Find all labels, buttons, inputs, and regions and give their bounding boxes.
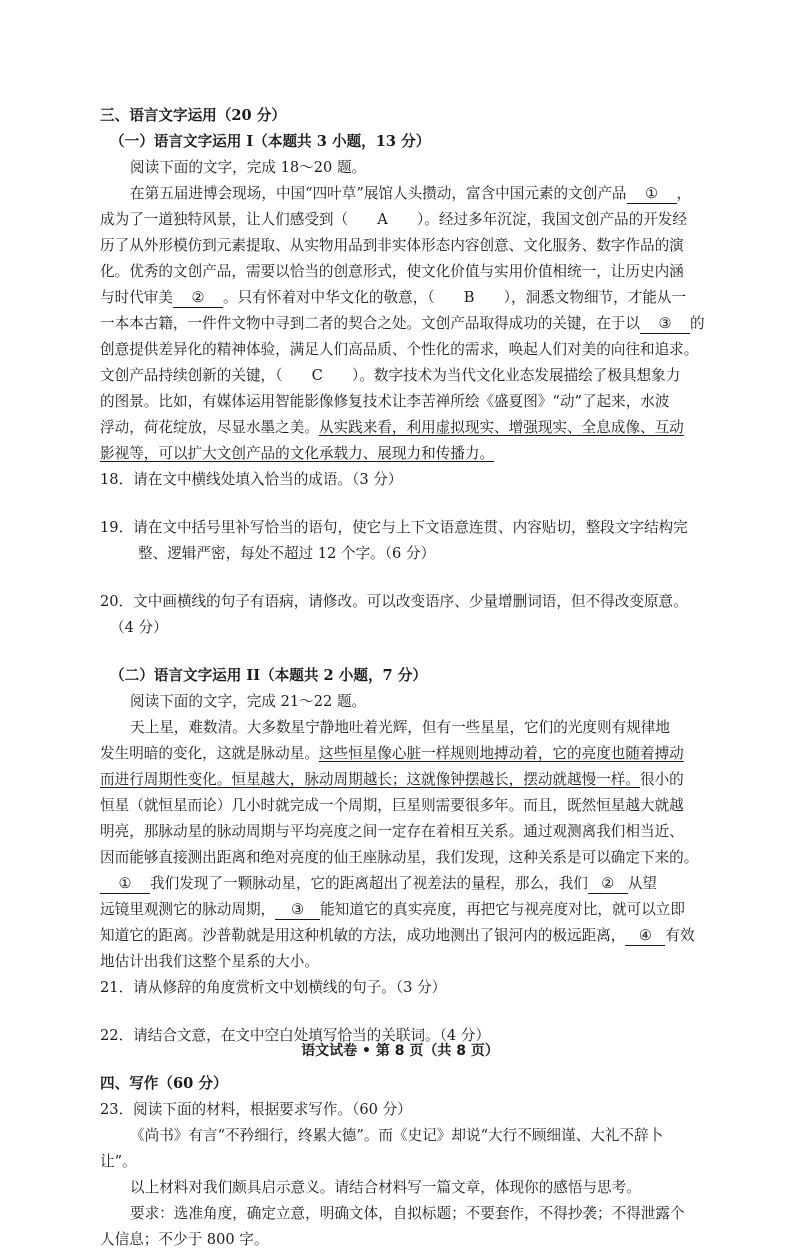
question-18: 18．请在文中横线处填入恰当的成语。（3 分） [100, 471, 403, 488]
passage-text: 能知道它的真实亮度，再把它与视亮度对比，就可以立即 [320, 901, 685, 918]
question-20-cont: （4 分） [110, 619, 168, 636]
underlined-sentence: 影视等，可以扩大文创产品的文化承载力、展现力和传播力。 [100, 445, 495, 462]
passage-line: 因而能够直接测出距离和绝对亮度的仙王座脉动星，我们发现，这种关系是可以确定下来的。 [100, 849, 699, 866]
answer-blank-3: ③ [640, 315, 690, 334]
material-line: 《尚书》有言“不矜细行，终累大德”。而《史记》却说“大行不顾细谨、大礼不辞卜 [130, 1127, 664, 1144]
question-19: 19．请在文中括号里补写恰当的语句，使它与上下文语意连贯、内容贴切，整段文字结构完 [100, 519, 688, 536]
underlined-sentence: 这些恒星像心脏一样规则地搏动着，它的亮度也随着搏动 [318, 745, 684, 762]
exam-page [100, 103, 720, 1253]
part2-passage [100, 715, 720, 975]
passage-text: 在第五届进博会现场，中国“四叶草”展馆人头攒动，富含中国元素的文创产品 [130, 185, 627, 202]
page-footer: 语文试卷 • 第 8 页（共 8 页） [301, 1043, 499, 1059]
passage-line: 天上星，难数清。大多数星宁静地吐着光辉，但有一些星星，它们的光度则有规律地 [130, 719, 670, 736]
passage-text: 与时代审美 [100, 289, 173, 306]
passage-text: 远镜里观测它的脉动周期， [100, 901, 276, 918]
passage-text: 从望 [627, 875, 658, 892]
underlined-sentence: 而进行周期性变化。恒星越大，脉动周期越长；这就像钟摆越长，摆动就越慢一样。 [100, 771, 640, 788]
passage-text: 一本本古籍，一件件文物中寻到二者的契合之处。文创产品取得成功的关键，在于以 [100, 315, 640, 332]
answer-blank-2: ② [588, 875, 628, 894]
passage-text: 有效 [665, 927, 695, 944]
part1-instruction: 阅读下面的文字，完成 18～20 题。 [130, 159, 367, 176]
material-line: 以上材料对我们颇具启示意义。请结合材料写一篇文章，体现你的感悟与思考。 [130, 1179, 641, 1196]
passage-line: 化。优秀的文创产品，需要以恰当的创意形式，使文化价值与实用价值相统一，让历史内涵 [100, 263, 684, 280]
passage-text: 很小的 [639, 771, 684, 788]
question-20: 20．文中画横线的句子有语病，请修改。可以改变语序、少量增删词语，但不得改变原意。 [100, 593, 688, 610]
passage-line: 的图景。比如，有媒体运用智能影像修复技术让李苦禅所绘《盛夏图》“动”了起来，水波 [100, 393, 670, 410]
passage-text: 发生明暗的变化，这就是脉动星。 [100, 745, 319, 762]
passage-text: ， [676, 185, 692, 202]
passage-line: 明亮，那脉动星的脉动周期与平均亮度之间一定存在着相互关系。通过观测离我们相当近、 [100, 823, 684, 840]
passage-line: 地估计出我们这整个星系的大小。 [100, 953, 319, 970]
question-23: 23．阅读下面的材料，根据要求写作。（60 分） [100, 1101, 412, 1118]
answer-blank-2: ② [173, 289, 223, 308]
answer-blank-1: ① [100, 875, 150, 894]
passage-line: 历了从外形模仿到元素提取、从实物用品到非实体形态内容创意、文化服务、数字作品的演 [100, 237, 684, 254]
question-19-cont: 整、逻辑严密，每处不超过 12 个字。（6 分） [138, 545, 436, 562]
section3-heading: 三、语言文字运用（20 分） [100, 107, 286, 124]
question-22: 22．请结合文意，在文中空白处填写恰当的关联词。（4 分） [100, 1027, 491, 1044]
passage-text: 我们发现了一颗脉动星，它的距离超出了视差法的量程，那么，我们 [150, 875, 588, 892]
requirement-line: 人信息；不少于 800 字。 [100, 1231, 269, 1248]
part2-instruction: 阅读下面的文字，完成 21～22 题。 [130, 693, 367, 710]
requirement-line: 要求：选准角度，确定立意，明确文体，自拟标题；不要套作，不得抄袭；不得泄露个 [130, 1205, 685, 1222]
passage-text: 知道它的距离。沙普勒就是用这种机敏的方法，成功地测出了银河内的极远距离， [100, 927, 626, 944]
passage-text: 的 [689, 315, 705, 332]
passage-text: 浮动，荷花绽放，尽显水墨之美。 [100, 419, 319, 436]
answer-blank-1: ① [627, 185, 677, 204]
part1-heading: （一）语言文字运用 I（本题共 3 小题，13 分） [110, 133, 431, 150]
question-21: 21．请从修辞的角度赏析文中划横线的句子。（3 分） [100, 979, 447, 996]
part2-heading: （二）语言文字运用 II（本题共 2 小题，7 分） [110, 667, 427, 684]
passage-line: 恒星（就恒星而论）几小时就完成一个周期，巨星则需要很多年。而且，既然恒星越大就越 [100, 797, 684, 814]
answer-blank-4: ④ [625, 927, 665, 946]
answer-blank-3: ③ [275, 901, 320, 920]
material-line: 让”。 [100, 1153, 137, 1170]
passage-line: 成为了一道独特风景，让人们感受到（ A ）。经过多年沉淀，我国文创产品的开发经 [100, 211, 687, 228]
section4-heading: 四、写作（60 分） [100, 1075, 228, 1092]
underlined-sentence: 从实践来看，利用虚拟现实、增强现实、全息成像、互动 [318, 419, 684, 436]
part1-passage [100, 181, 720, 467]
passage-line: 文创产品持续创新的关键，（ C ）。数字技术为当代文化业态发展描绘了极具想象力 [100, 367, 681, 384]
passage-text: 。只有怀着对中华文化的敬意，（ B ），洞悉文物细节，才能从一 [222, 289, 687, 306]
passage-line: 创意提供差异化的精神体验，满足人们高品质、个性化的需求，唤起人们对美的向往和追求。 [100, 341, 699, 358]
